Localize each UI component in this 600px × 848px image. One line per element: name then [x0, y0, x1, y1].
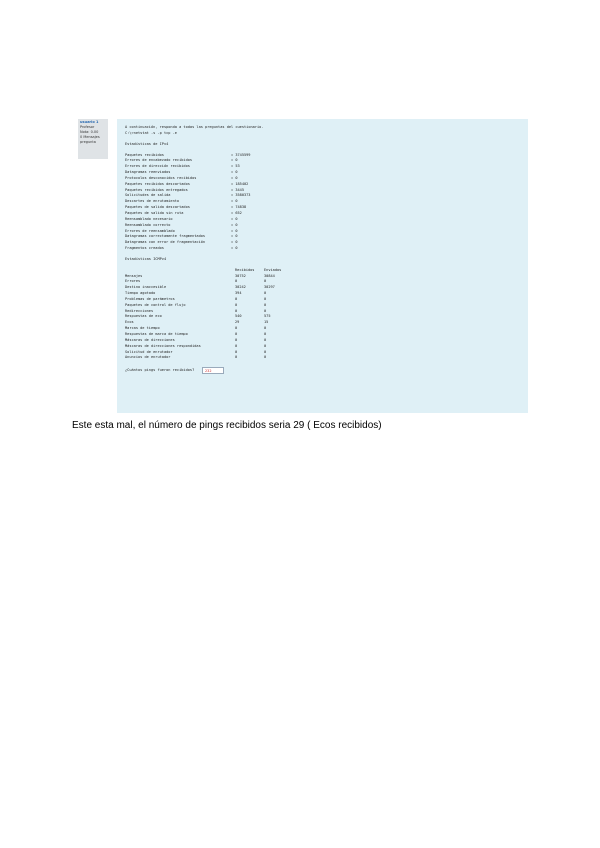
stat-value: = 0: [231, 234, 238, 239]
icmp-sent: 0: [264, 355, 267, 360]
icmp-header-received: Recibidos: [235, 267, 255, 272]
icmp-stat-row: [125, 355, 520, 361]
icmp-sent: 30297: [264, 285, 275, 290]
user-grade: Nota: 0.00: [80, 130, 99, 134]
icmp-received: 0: [235, 355, 238, 360]
icmp-label: Errores: [125, 279, 141, 284]
user-name[interactable]: usuario 1: [80, 120, 99, 124]
stat-value: = 0: [231, 228, 238, 233]
icmp-stats-list: [125, 274, 520, 362]
icmp-label: Marcas de tiempo: [125, 326, 160, 331]
icmp-label: Ecos: [125, 320, 134, 325]
icmp-sent: 0: [264, 296, 267, 301]
icmp-label: Paquetes de control de flujo: [125, 302, 186, 307]
stat-label: Reensamblado correcto: [125, 222, 171, 227]
stat-label: Protocolos desconocidos recibidos: [125, 175, 197, 180]
icmp-received: 29: [235, 320, 240, 325]
icmp-sent: 30844: [264, 273, 275, 278]
stat-label: Errores de encabezado recibidos: [125, 158, 193, 163]
icmp-header-sent: Enviados: [264, 267, 282, 272]
icmp-received: 30752: [235, 273, 246, 278]
stat-label: Errores de dirección recibidos: [125, 164, 190, 169]
icmp-received: 0: [235, 332, 238, 336]
icmp-received: 0: [235, 343, 238, 348]
icmp-sent: 0: [264, 279, 267, 284]
caption-text: Este esta mal, el número de pings recibidos seria 29 ( Ecos recibidos): [72, 420, 382, 431]
icmp-label: Máscaras de direcciones respondidas: [125, 343, 201, 348]
icmp-sent: 575: [264, 314, 271, 319]
user-role: Profesor: [80, 125, 95, 129]
user-info-card: [78, 119, 108, 159]
stat-label: Solicitudes de salida: [125, 193, 171, 198]
stat-value: = 0: [231, 199, 238, 204]
stat-label: Fragmentos creados: [125, 246, 164, 251]
icmp-received: 394: [235, 291, 242, 296]
icmp-received: 0: [235, 279, 238, 284]
icmp-label: Problemas de parámetros: [125, 296, 175, 301]
stat-value: = 0: [231, 246, 238, 251]
stat-label: Paquetes recibidos entregados: [125, 187, 188, 192]
icmp-sent: 0: [264, 332, 267, 336]
stat-label: Errores de reensamblado: [125, 228, 175, 233]
question-intro: A continuación, responda a todas las preguntas del cuestionario.: [125, 125, 264, 129]
stat-value: = 3745599: [231, 152, 251, 157]
icmp-received: 0: [235, 302, 238, 307]
icmp-label: Solicitud de enrutador: [125, 349, 173, 354]
stat-value: = 185402: [231, 181, 249, 186]
icmp-sent: 15: [264, 320, 269, 325]
icmp-sent: 0: [264, 308, 267, 313]
answer-label: ¿Cuántos pings fueron recibidos?: [125, 368, 195, 373]
stat-value: = 0: [231, 175, 238, 180]
ipv4-stat-row: [125, 246, 520, 252]
icmp-label: Tiempo agotado: [125, 291, 156, 296]
icmp-received: 0: [235, 308, 238, 313]
icmp-label: Destino inaccesible: [125, 285, 167, 290]
icmp-received: 540: [235, 314, 242, 319]
stat-label: Paquetes recibidos: [125, 152, 164, 157]
stat-value: = 0: [231, 222, 238, 227]
icmp-sent: 0: [264, 337, 267, 342]
stat-value: = 3445: [231, 187, 244, 192]
icmp-label: Respuestas de marca de tiempo: [125, 332, 188, 336]
stat-value: = 0: [231, 216, 238, 221]
icmp-sent: 0: [264, 343, 267, 348]
icmp-label: Respuestas de eco: [125, 314, 162, 319]
stat-label: Paquetes de salida descartados: [125, 205, 190, 210]
stat-value: = 652: [231, 210, 242, 215]
stat-value: = 3580373: [231, 193, 251, 198]
stat-label: Datagramas con error de fragmentación: [125, 240, 206, 245]
stat-value: = 53: [231, 164, 240, 169]
icmp-label: Mensajes: [125, 273, 143, 278]
icmp-sent: 0: [264, 302, 267, 307]
stat-value: = 74838: [231, 205, 247, 210]
question-panel: [117, 119, 528, 413]
stat-value: = 0: [231, 240, 238, 245]
icmp-received: 0: [235, 296, 238, 301]
icmp-received: 0: [235, 349, 238, 354]
icmp-received: 0: [235, 326, 238, 331]
icmp-received: 0: [235, 337, 238, 342]
stat-value: = 0: [231, 158, 238, 163]
icmp-label: Redirecciones: [125, 308, 154, 313]
answer-input[interactable]: 232: [202, 367, 224, 374]
ipv4-section-title: Estadísticas de IPv4: [125, 141, 169, 146]
stat-label: Reensamblado necesario: [125, 216, 173, 221]
icmp-sent: 0: [264, 349, 267, 354]
stat-label: Descartes de enrutamiento: [125, 199, 180, 204]
command-line: C:\>netstat -s -p tcp -e: [125, 130, 177, 135]
icmp-label: Anuncios de enrutador: [125, 355, 171, 360]
stat-label: Datagramas correctamente fragmentados: [125, 234, 206, 239]
ipv4-stats-list: [125, 153, 520, 252]
icmp-section-title: Estadísticas ICMPv4: [125, 256, 167, 261]
stat-label: Datagramas reenviados: [125, 170, 171, 175]
icmp-received: 30242: [235, 285, 246, 290]
answer-row: [125, 367, 520, 375]
stat-value: = 0: [231, 170, 238, 175]
user-note: pregunta: [80, 140, 96, 144]
user-messages: 0 Mensajes: [80, 135, 100, 139]
icmp-label: Máscaras de direcciones: [125, 337, 175, 342]
stat-label: Paquetes de salida sin ruta: [125, 210, 184, 215]
icmp-sent: 0: [264, 291, 267, 296]
stat-label: Paquetes recibidos descartados: [125, 181, 190, 186]
icmp-sent: 0: [264, 326, 267, 331]
